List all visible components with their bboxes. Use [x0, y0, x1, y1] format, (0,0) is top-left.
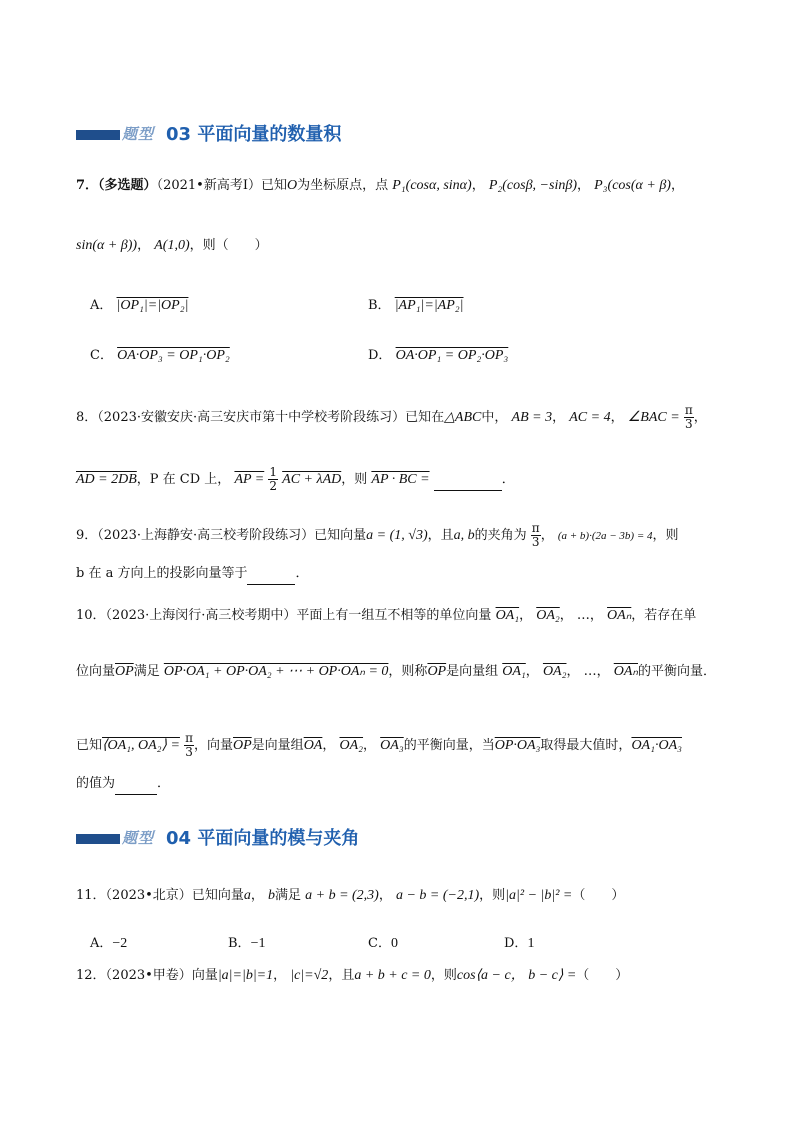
q7-option-c[interactable] [90, 346, 230, 366]
q10-stem: 满足 [133, 664, 160, 679]
q9-stem: ，且 [427, 528, 454, 543]
q12-stem: ，且 [328, 968, 355, 983]
q10-oa: $\overline{OA}$ [303, 738, 323, 753]
q11-b: b [267, 888, 275, 903]
q9-frac [531, 522, 541, 549]
q9-stem: ，则 [652, 528, 679, 543]
option-label: C． [368, 936, 391, 951]
option-label: A． [90, 298, 113, 313]
q10-oan: $\overline{OA_n}$ [607, 608, 632, 623]
option-label: A． [90, 936, 113, 951]
q7-line1: 7．（多选题）（2021•新高考Ⅰ）已知O为坐标原点，点 P₁(cosα, sinα)， P₂(cosβ, −sinβ)， P₃(cos(α + β)， [76, 178, 684, 193]
option-expr: 0 [390, 936, 398, 951]
q8-ap-expr: AC + λAD [282, 472, 342, 487]
option-label: B． [228, 936, 251, 951]
q11-stem: ，则 [479, 888, 506, 903]
option-expr: OA·OP₁ = OP₂·OP₃ [395, 348, 509, 363]
q7-option-b[interactable] [368, 296, 464, 316]
frac-den: 3 [531, 535, 540, 549]
q10-op: $\overline{OP}$ [233, 738, 252, 753]
q11-stem: 满足 [274, 888, 301, 903]
q10-oa2: OA₂ [339, 738, 364, 753]
q8-number: 8． [76, 410, 98, 425]
q11-ask: |a|² − |b|² = [505, 888, 573, 903]
q9-source: （2023·上海静安·高三校考阶段练习） [97, 528, 315, 543]
q10-sum: OP·OA₁ + OP·OA₂ + ⋯ + OP·OAₙ = 0 [163, 664, 389, 679]
q10-stem: 的平衡向量，当 [403, 738, 495, 753]
frac-num: π [684, 403, 693, 417]
q10-line2: 位向量$\overline{OP}$满足 OP·OA₁ + OP·OA₂ + ⋯ + OP·OAₙ = 0，则称$\overline{OP}$是向量组 OA₁， OA₂， …， $\overline{OA_n}$的平衡向量． [76, 664, 717, 679]
q12-line1: 12．（2023•甲卷）向量|a|=|b|=1， |c|=√2，且a + b + c = 0，则cos⟨a − c， b − c⟩ =（ ） [76, 968, 629, 983]
q10-angle: ⟨OA₁, OA₂⟩ = [102, 738, 180, 753]
option-expr: |OP₁|=|OP₂| [116, 298, 189, 313]
q10-oa1: OA₁ [495, 608, 520, 623]
q12-cond1: |a|=|b|=1 [217, 968, 274, 983]
q9-stem: 已知向量 [314, 528, 367, 543]
option-label: D． [504, 936, 528, 951]
q7-p2: P₂(cosβ, −sinβ) [488, 178, 577, 193]
q12-cond3: a + b + c = 0 [354, 968, 431, 983]
q11-cond1: a + b = (2,3) [305, 888, 379, 903]
section-bar-icon [76, 130, 120, 140]
frac-den: 3 [185, 745, 193, 759]
q11-option-b[interactable] [228, 934, 265, 954]
q7-p3-cont: sin(α + β)) [76, 238, 138, 253]
section-tag: 题型 [122, 830, 155, 847]
q7-p3: P₃(cos(α + β) [594, 178, 671, 193]
q7-option-d[interactable] [368, 346, 508, 366]
q11-cond2: a − b = (−2,1) [395, 888, 480, 903]
q9-condition: (a + b)·(2a − 3b) = 4 [557, 530, 653, 542]
q10-stem: ，向量 [193, 738, 233, 753]
q11-option-d[interactable] [504, 934, 534, 954]
q10-oa1: OA₁ [502, 664, 526, 679]
option-label: B． [368, 298, 391, 313]
q9-number: 9． [76, 528, 98, 543]
q9-avec: a = (1, √3) [366, 528, 428, 543]
q8-half-frac [268, 466, 278, 493]
q11-a: a [243, 888, 251, 903]
q7-option-a[interactable] [90, 296, 188, 316]
frac-den: 2 [269, 479, 278, 493]
q10-stem: 已知 [76, 738, 103, 753]
q10-stem: 的值为 [76, 776, 116, 791]
option-expr: −2 [112, 936, 128, 951]
q10-oa3: OA₃ [380, 738, 404, 753]
q7-point-a: A(1,0) [154, 238, 190, 253]
q12-stem: 向量 [191, 968, 218, 983]
q10-stem: 是向量组 [446, 664, 499, 679]
q10-line3: 已知⟨OA₁, OA₂⟩ = $\frac{\pi}{3}$ ，向量$\overline{OP}$是向量组$\overline{OA}$， OA₂， OA₃的平衡向量，当OP·OA₃取得最大值时，OA₁·OA₃ [76, 731, 682, 759]
q10-stem: 是向量组 [251, 738, 304, 753]
q7-number: 7． [76, 178, 99, 193]
q8-stem: 已知在 [405, 410, 445, 425]
q11-source: （2023•北京） [105, 888, 192, 903]
q12-number: 12． [76, 968, 106, 983]
q10-oa1-oa3: OA₁·OA₃ [631, 738, 682, 753]
q10-frac [184, 732, 194, 759]
q9-line2 [76, 564, 309, 585]
q10-op: $\overline{OP}$ [115, 664, 134, 679]
q10-stem: ，若存在单 [631, 608, 697, 623]
frac-den: 3 [684, 417, 693, 431]
q10-op-oa3: OP·OA₃ [494, 738, 541, 753]
q10-oa2: OA₂ [536, 608, 560, 623]
q8-angle: ∠BAC = [627, 410, 680, 425]
q10-dots: … [583, 664, 597, 679]
q11-option-c[interactable] [368, 934, 398, 954]
q8-line1: 8．（2023·安徽安庆·高三安庆市第十中学校考阶段练习）已知在△ABC中， AB = 3， AC = 4， ∠BAC = $\frac{\pi}{3}$ ， [76, 403, 707, 431]
q8-answer-blank[interactable] [434, 470, 502, 491]
q10-end: ． [157, 776, 171, 791]
q9-answer-blank[interactable] [247, 564, 295, 585]
q7-line2: sin(α + β))， A(1,0)，则（ ） [76, 238, 268, 253]
q9-stem: 的夹角为 [474, 528, 527, 543]
q7-source: （2021•新高考Ⅰ） [156, 178, 261, 193]
q7-p1: P₁(cosα, sinα) [392, 178, 472, 193]
q8-source: （2023·安徽安庆·高三安庆市第十中学校考阶段练习） [97, 410, 406, 425]
q11-option-a[interactable] [90, 934, 127, 954]
q8-stem: ，则 [341, 472, 368, 487]
q9-line1: 9．（2023·上海静安·高三校考阶段练习）已知向量a = (1, √3)，且a, b的夹角为 $\frac{\pi}{3}$ ， (a + b)·(2a − 3b) = 4，则 [76, 521, 679, 549]
q10-line1: 10．（2023·上海闵行·高三校考期中）平面上有一组互不相等的单位向量 OA₁， OA₂， …， $\overline{OA_n}$，若存在单 [76, 608, 697, 623]
option-label: C． [90, 348, 113, 363]
q8-line2 [76, 466, 515, 493]
q11-paren: （ ） [572, 888, 625, 903]
q9-end: ． [295, 566, 309, 581]
q10-stem: 平面上有一组互不相等的单位向量 [296, 608, 492, 623]
section-header-04 [76, 822, 359, 852]
q8-end: ． [501, 472, 515, 487]
q10-dots: … [576, 608, 590, 623]
q8-triangle: △ABC [444, 410, 482, 425]
option-label: D． [368, 348, 392, 363]
q10-answer-blank[interactable] [115, 774, 157, 795]
q8-angle-frac [684, 404, 694, 431]
option-expr: |AP₁|=|AP₂| [394, 298, 464, 313]
section-title: 03 平面向量的数量积 [166, 124, 342, 145]
q8-ap: AP = [234, 472, 265, 487]
q12-stem: ，则 [430, 968, 457, 983]
q10-source: （2023·上海闵行·高三校考期中） [105, 608, 297, 623]
q11-line1: 11．（2023•北京）已知向量a， b满足 a + b = (2,3)， a − b = (−2,1)，则|a|² − |b|² =（ ） [76, 888, 625, 903]
q10-stem: 取得最大值时， [540, 738, 632, 753]
q7-stem: 已知 [260, 178, 287, 193]
q12-source: （2023•甲卷） [105, 968, 192, 983]
q8-ask: AP · BC = [371, 472, 430, 487]
option-expr: −1 [250, 936, 266, 951]
q7-stem: 为坐标原点，点 [297, 178, 389, 193]
q9-stem: b 在 a 方向上的投影向量等于 [76, 566, 248, 581]
q10-oa2: OA₂ [542, 664, 567, 679]
q8-stem: 中， [481, 410, 508, 425]
q10-stem: ，则称 [388, 664, 428, 679]
q8-ac: AC = 4 [569, 410, 611, 425]
q11-stem: 已知向量 [191, 888, 244, 903]
section-tag: 题型 [122, 126, 155, 143]
frac-num: π [531, 521, 540, 535]
frac-num: 1 [269, 465, 278, 479]
frac-num: π [185, 731, 193, 745]
section-title: 04 平面向量的模与夹角 [166, 828, 360, 849]
option-expr: OA·OP₃ = OP₁·OP₂ [117, 348, 230, 363]
q11-number: 11． [76, 888, 106, 903]
q10-oan: $\overline{OA_n}$ [613, 664, 638, 679]
q8-ab: AB = 3 [511, 410, 553, 425]
q12-ask: cos⟨a − c， b − c⟩ = [456, 968, 577, 983]
section-header-03 [76, 118, 341, 148]
q10-number: 10． [76, 608, 106, 623]
q8-stem: ，P 在 CD 上， [136, 472, 231, 487]
q8-ad-eq: AD = 2DB [76, 472, 137, 487]
q12-paren: （ ） [576, 968, 629, 983]
q10-stem: 位向量 [76, 664, 116, 679]
q7-badge: （多选题） [98, 178, 157, 193]
q10-op: $\overline{OP}$ [427, 664, 447, 679]
section-bar-icon [76, 834, 120, 844]
q12-cond2: |c|=√2 [290, 968, 329, 983]
q10-stem: 的平衡向量． [638, 664, 717, 679]
q9-ab: a, b [453, 528, 475, 543]
q10-line4 [76, 774, 170, 795]
q7-then: ，则（ ） [189, 238, 268, 253]
option-expr: 1 [527, 936, 535, 951]
